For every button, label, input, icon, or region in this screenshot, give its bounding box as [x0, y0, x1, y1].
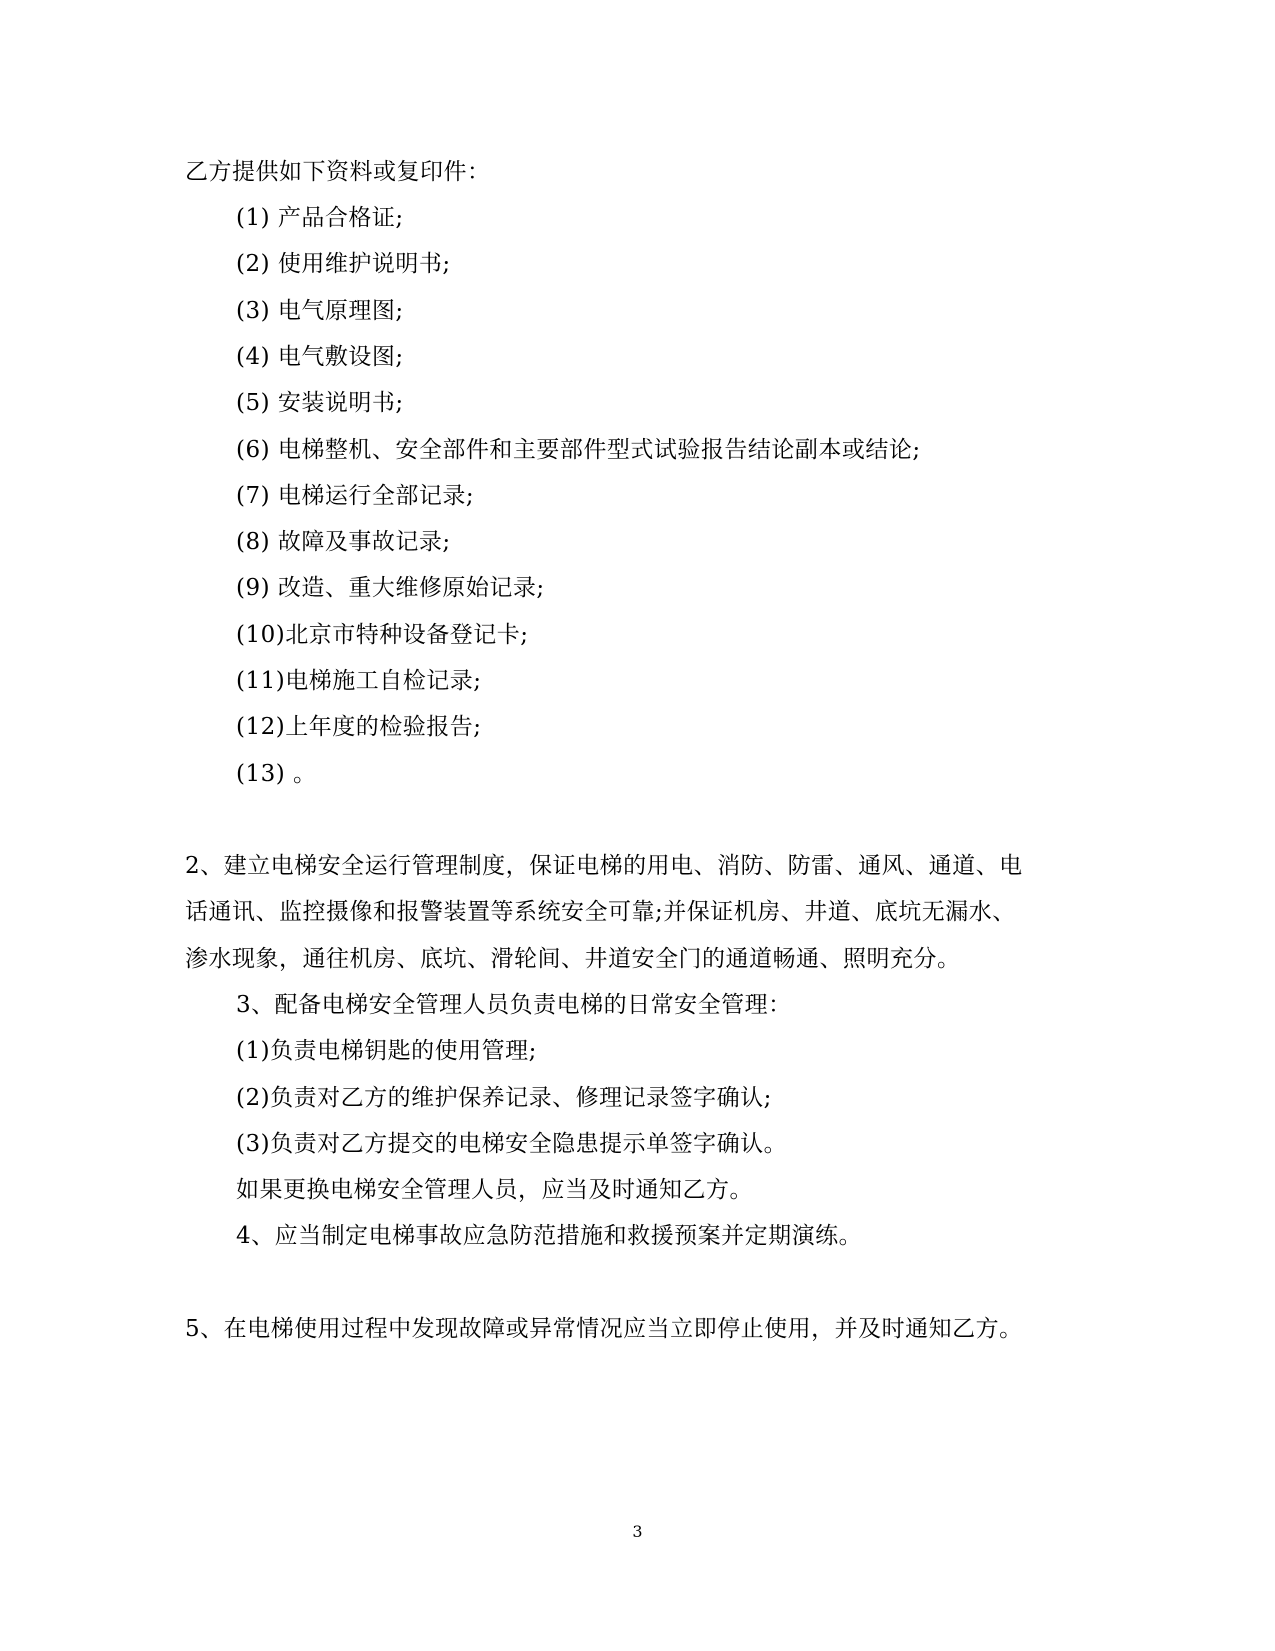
- material-item-6: (6) 电梯整机、安全部件和主要部件型式试验报告结论副本或结论;: [236, 437, 921, 463]
- material-item-12: (12)上年度的检验报告;: [236, 714, 482, 740]
- clause-2-line-2: 话通讯、监控摄像和报警装置等系统安全可靠;并保证机房、井道、底坑无漏水、: [185, 899, 1016, 925]
- material-item-11: (11)电梯施工自检记录;: [236, 668, 482, 694]
- material-item-3: (3) 电气原理图;: [236, 298, 404, 324]
- clause-3-heading: 3、配备电梯安全管理人员负责电梯的日常安全管理：: [236, 992, 792, 1018]
- material-item-8: (8) 故障及事故记录;: [236, 529, 451, 555]
- material-item-7: (7) 电梯运行全部记录;: [236, 483, 475, 509]
- material-item-4: (4) 电气敷设图;: [236, 344, 404, 370]
- clause-3-note: 如果更换电梯安全管理人员，应当及时通知乙方。: [236, 1177, 753, 1203]
- material-item-13: (13) 。: [236, 761, 317, 787]
- clause-5: 5、在电梯使用过程中发现故障或异常情况应当立即停止使用，并及时通知乙方。: [185, 1316, 1023, 1342]
- material-item-10: (10)北京市特种设备登记卡;: [236, 622, 529, 648]
- material-item-9: (9) 改造、重大维修原始记录;: [236, 575, 545, 601]
- clause-3-item-2: (2)负责对乙方的维护保养记录、修理记录签字确认;: [236, 1085, 772, 1111]
- material-item-2: (2) 使用维护说明书;: [236, 251, 451, 277]
- clause-2-line-1: 2、建立电梯安全运行管理制度，保证电梯的用电、消防、防雷、通风、通道、电: [185, 853, 1023, 879]
- clause-4: 4、应当制定电梯事故应急防范措施和救援预案并定期演练。: [236, 1223, 863, 1249]
- clause-3-item-1: (1)负责电梯钥匙的使用管理;: [236, 1038, 537, 1064]
- clause-2-line-3: 渗水现象，通往机房、底坑、滑轮间、井道安全门的通道畅通、照明充分。: [185, 946, 961, 972]
- page-number: 3: [632, 1522, 643, 1541]
- material-item-5: (5) 安装说明书;: [236, 390, 404, 416]
- clause-3-item-3: (3)负责对乙方提交的电梯安全隐患提示单签字确认。: [236, 1131, 788, 1157]
- intro-line: 乙方提供如下资料或复印件：: [185, 159, 491, 185]
- material-item-1: (1) 产品合格证;: [236, 205, 404, 231]
